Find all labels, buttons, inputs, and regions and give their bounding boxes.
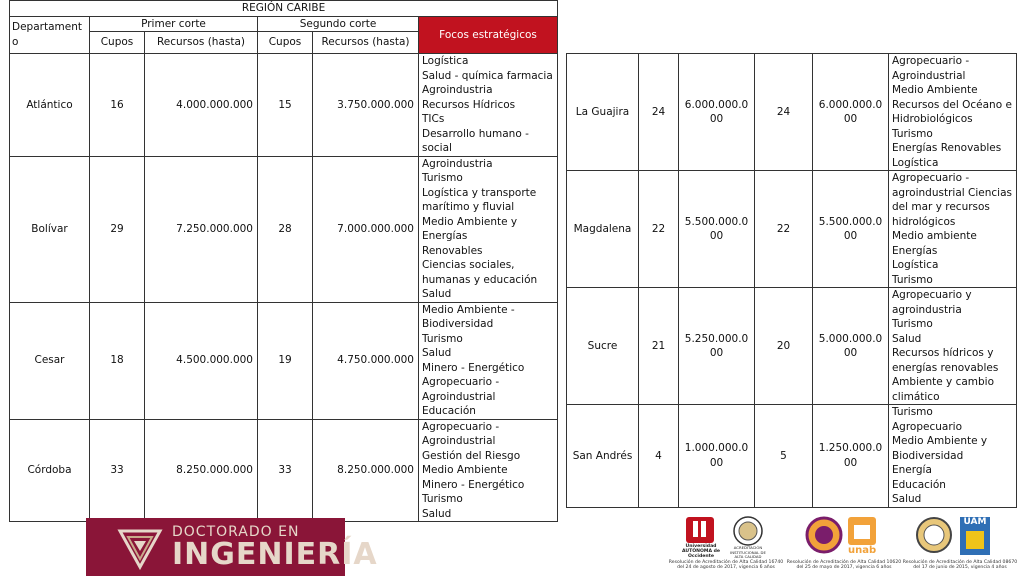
focus-cell: Turismo Agropecuario Medio Ambiente y Biodiversidad Energía Educación Salud (889, 405, 1017, 508)
left-margin (0, 0, 9, 520)
table-row (10, 302, 558, 419)
resources-cell: 1.000.000.0 00 (679, 405, 755, 508)
table-row (567, 288, 1017, 405)
cupos-header-2: Cupos (258, 32, 313, 54)
focus-cell: Logística Salud - química farmacia Agroindustria Recursos Hídricos TICs Desarrollo humano - social (419, 54, 558, 157)
unab-name: unab (848, 545, 877, 556)
unab-logo-group (784, 515, 904, 576)
uam-caption: Resolución de Acreditación de Alta Calidad 08670 del 17 de junio de 2015, vigencia 4 años (902, 560, 1018, 570)
department-cell: Atlántico (10, 54, 90, 157)
table-row (567, 405, 1017, 508)
cupos-cell: 22 (639, 171, 679, 288)
cupos-cell: 20 (755, 288, 813, 405)
cupos-cell: 19 (258, 302, 313, 419)
department-cell: Magdalena (567, 171, 639, 288)
cupos-cell: 18 (90, 302, 145, 419)
uao-name: Universidad AUTÓNOMA de Occidente (681, 544, 721, 559)
cupos-cell: 24 (755, 54, 813, 171)
second-cut-header: Segundo corte (258, 16, 419, 32)
unab-logo-icon (784, 515, 904, 559)
left-table (9, 0, 558, 522)
resources-header-2: Recursos (hasta) (313, 32, 419, 54)
resources-cell: 1.250.000.0 00 (813, 405, 889, 508)
banner-title: INGENIERÍA (172, 537, 378, 572)
resources-cell: 5.500.000.0 00 (679, 171, 755, 288)
cupos-cell: 5 (755, 405, 813, 508)
department-cell: Sucre (567, 288, 639, 405)
focus-cell: Agropecuario y agroindustria Turismo Salud Recursos hídricos y energías renovables Ambiente y cambio climático (889, 288, 1017, 405)
resources-cell: 8.250.000.000 (145, 419, 258, 522)
cupos-cell: 15 (258, 54, 313, 157)
resources-cell: 7.000.000.000 (313, 156, 419, 302)
resources-cell: 3.750.000.000 (313, 54, 419, 157)
university-logos (666, 515, 1020, 576)
resources-cell: 4.000.000.000 (145, 54, 258, 157)
resources-cell: 8.250.000.000 (313, 419, 419, 522)
resources-cell: 4.750.000.000 (313, 302, 419, 419)
cupos-cell: 29 (90, 156, 145, 302)
department-cell: Córdoba (10, 419, 90, 522)
department-cell: Cesar (10, 302, 90, 419)
department-header: Departament o (10, 16, 90, 54)
uao-caption: Resolución de Acreditación de Alta Calidad 16740 del 24 de agosto de 2017, vigencia 6 años (668, 560, 784, 570)
resources-cell: 5.500.000.0 00 (813, 171, 889, 288)
banner-subtitle: DOCTORADO EN (172, 524, 300, 540)
uam-logo-group (902, 515, 1020, 576)
focus-header: Focos estratégicos (419, 16, 558, 54)
cupos-header-1: Cupos (90, 32, 145, 54)
focus-cell: Agropecuario - Agroindustrial Medio Ambiente Recursos del Océano e Hidrobiológicos Turismo Energías Renovables Logística (889, 54, 1017, 171)
resources-cell: 5.250.000.0 00 (679, 288, 755, 405)
focus-cell: Agroindustria Turismo Logística y transporte marítimo y fluvial Medio Ambiente y Energías Renovables Ciencias sociales, humanas y educación Salud (419, 156, 558, 302)
department-cell: Bolívar (10, 156, 90, 302)
cupos-cell: 33 (258, 419, 313, 522)
table-row (567, 171, 1017, 288)
cupos-cell: 22 (755, 171, 813, 288)
resources-cell: 6.000.000.0 00 (813, 54, 889, 171)
uao-logo-group (666, 515, 786, 576)
cupos-cell: 28 (258, 156, 313, 302)
table-row (10, 156, 558, 302)
resources-cell: 4.500.000.000 (145, 302, 258, 419)
table-row (567, 54, 1017, 171)
cupos-cell: 33 (90, 419, 145, 522)
department-cell: San Andrés (567, 405, 639, 508)
resources-cell: 6.000.000.0 00 (679, 54, 755, 171)
cupos-cell: 16 (90, 54, 145, 157)
focus-cell: Medio Ambiente - Biodiversidad Turismo Salud Minero - Energético Agropecuario - Agroindustrial Educación (419, 302, 558, 419)
table-row (10, 419, 558, 522)
cupos-cell: 4 (639, 405, 679, 508)
cupos-cell: 24 (639, 54, 679, 171)
region-header: REGIÓN CARIBE (10, 1, 558, 17)
right-table (566, 53, 1017, 508)
resources-cell: 7.250.000.000 (145, 156, 258, 302)
doctorate-logo-icon (116, 523, 164, 571)
table-row (10, 54, 558, 157)
uao-badge: ACREDITACIÓN INSTITUCIONAL DE ALTA CALIDAD (730, 545, 766, 559)
resources-cell: 5.000.000.0 00 (813, 288, 889, 405)
cupos-cell: 21 (639, 288, 679, 405)
uam-name: UAM (963, 517, 987, 527)
focus-cell: Agropecuario - Agroindustrial Gestión del Riesgo Medio Ambiente Minero - Energético Turismo Salud (419, 419, 558, 522)
focus-cell: Agropecuario - agroindustrial Ciencias del mar y recursos hidrológicos Medio ambiente Energías Logística Turismo (889, 171, 1017, 288)
first-cut-header: Primer corte (90, 16, 258, 32)
department-cell: La Guajira (567, 54, 639, 171)
unab-caption: Resolución de Acreditación de Alta Calidad 10620 del 25 de mayo de 2017, vigencia 6 años (786, 560, 902, 570)
resources-header-1: Recursos (hasta) (145, 32, 258, 54)
doctorate-banner (86, 518, 378, 576)
